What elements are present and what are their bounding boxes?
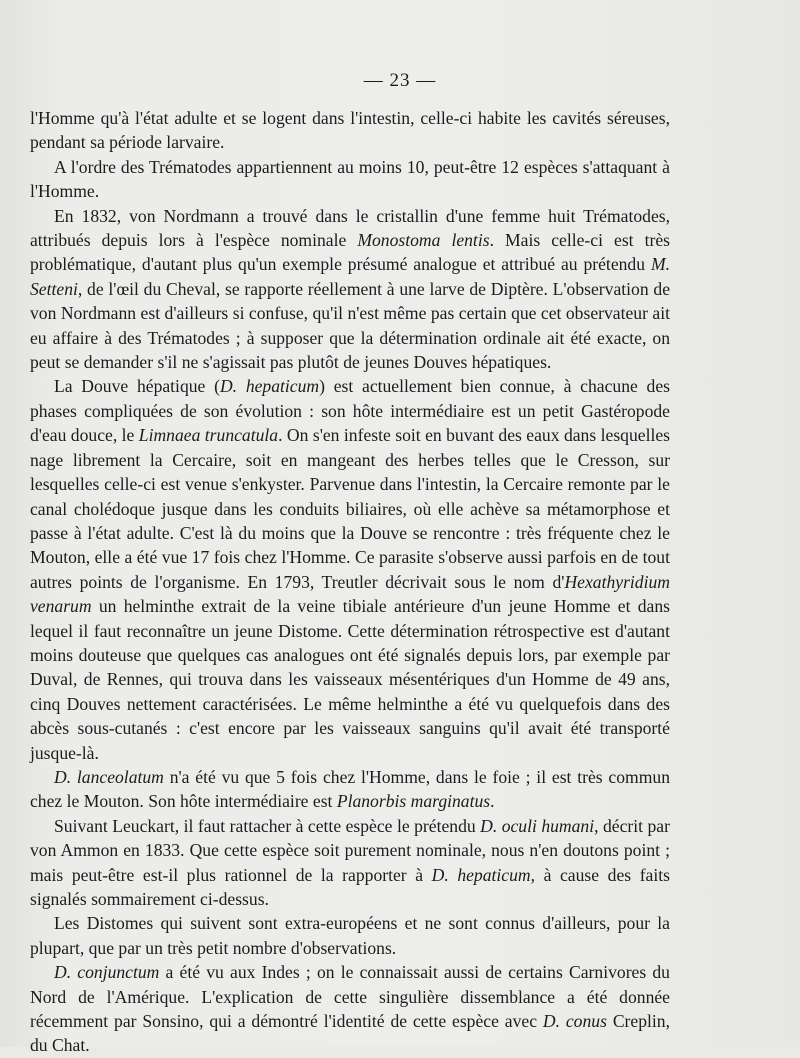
italic-run: Hexathyridium venarum — [30, 571, 670, 617]
text-run: , décrit par von Ammon en 1833. Que cette espèce soit purement nominale, nous n'en doutons point ; mais peut-être est-il plus rationnel de la rapporter à — [30, 815, 670, 885]
italic-run: Limnaea truncatula — [138, 425, 279, 446]
text-run: , à cause des faits signalés sommairement ci-dessus. — [30, 864, 670, 909]
paragraph — [30, 106, 670, 155]
paragraph — [30, 204, 670, 375]
italic-run: D. hepaticum — [219, 376, 320, 397]
italic-run: Planorbis marginatus — [336, 791, 491, 812]
text-run: Suivant Leuckart, il faut rattacher à cette espèce le prétendu — [54, 815, 481, 836]
text-run: . — [490, 791, 495, 812]
italic-run: Monostoma lentis — [357, 230, 490, 251]
body-text — [30, 106, 670, 1058]
text-run: , de l'œil du Cheval, se rapporte réellement à une larve de Diptère. L'observation de von Nordmann est d'ailleurs si confuse, qu'il n'est même pas certain que cet observateur ait eu affaire à des Trématodes ; à supposer que la détermination ordinale ait été exacte, on peut se demander s'il ne s'agissait pas plutôt de jeunes Douves hépatiques. — [30, 278, 670, 373]
italic-run: D. conjunctum — [54, 962, 160, 983]
text-run: A l'ordre des Trématodes appartiennent au moins 10, peut-être 12 espèces s'attaquant à l'Homme. — [30, 156, 670, 202]
text-run: . On s'en infeste soit en buvant des eaux dans lesquelles nage librement la Cercaire, soit en mangeant des herbes telles que le Cresson, sur lesquelles celle-ci est venue s'enkyster. Parvenue dans l'intestin, la Cercaire remonte par le canal cholédoque jusque dans les conduits biliaires, où elle achève sa métamorphose et passe à l'état adulte. C'est là du moins que la Douve se rencontre : très fréquente chez le Mouton, elle a été vue 17 fois chez l'Homme. Ce parasite s'observe aussi parfois en de tout autres points de l'organisme. En 1793, Treutler décrivait sous le nom d' — [30, 425, 671, 592]
page-number: — 23 — — [363, 70, 437, 91]
text-run: l'Homme qu'à l'état adulte et se logent dans l'intestin, celle-ci habite les cavités séreuses, pendant sa période larvaire. — [30, 108, 670, 153]
text-run: a été vu aux Indes ; on le connaissait aussi de certains Carnivores du Nord de l'Amérique. L'explication de cette singulière dissemblance a été donnée récemment par Sonsino, qui a démontré l'identité de cette espèce avec — [30, 962, 670, 1032]
text-run: La Douve hépatique ( — [54, 376, 220, 397]
text-run: Les Distomes qui suivent sont extra-européens et ne sont connus d'ailleurs, pour la plupart, que par un très petit nombre d'observations. — [30, 913, 670, 958]
text-run: . Mais celle-ci est très problématique, d'autant plus qu'un exemple présumé analogue et attribué au prétendu — [30, 230, 670, 275]
text-run: un helminthe extrait de la veine tibiale antérieure d'un jeune Homme et dans lequel il faut reconnaître un jeune Distome. Cette détermination rétrospective est d'autant moins douteuse que quelques cas analogues ont été signalés depuis lors, par exemple par Duval, de Rennes, qui trouva dans les vaisseaux mésentériques d'un Homme de 49 ans, cinq Douves nettement caractérisées. Le même helminthe a été vu quelquefois dans des abcès sous-cutanés : c'est encore par les vaisseaux sanguins qu'il avait été transporté jusque-là. — [30, 596, 670, 763]
italic-run: D. hepaticum — [431, 864, 531, 885]
paragraph — [30, 155, 670, 204]
text-run: ) est actuellement bien connue, à chacune des phases compliquées de son évolution : son hôte intermédiaire est un petit Gastéropode d'eau douce, le — [30, 376, 671, 446]
text-run: En 1832, von Nordmann a trouvé dans le cristallin d'une femme huit Trématodes, attribués depuis lors à l'espèce nominale — [30, 205, 670, 251]
text-run: Creplin, du Chat. — [30, 1011, 670, 1056]
paragraph — [30, 911, 670, 960]
italic-run: D. conus — [542, 1011, 607, 1032]
paragraph — [30, 960, 670, 1058]
italic-run: M. Setteni — [30, 254, 670, 299]
paragraph — [30, 374, 670, 765]
italic-run: D. lanceolatum — [54, 766, 164, 787]
italic-run: D. oculi humani — [480, 815, 595, 836]
text-run: n'a été vu que 5 fois chez l'Homme, dans le foie ; il est très commun chez le Mouton. Son hôte intermédiaire est — [30, 766, 670, 812]
paragraph — [30, 765, 670, 814]
paragraph — [30, 814, 670, 912]
